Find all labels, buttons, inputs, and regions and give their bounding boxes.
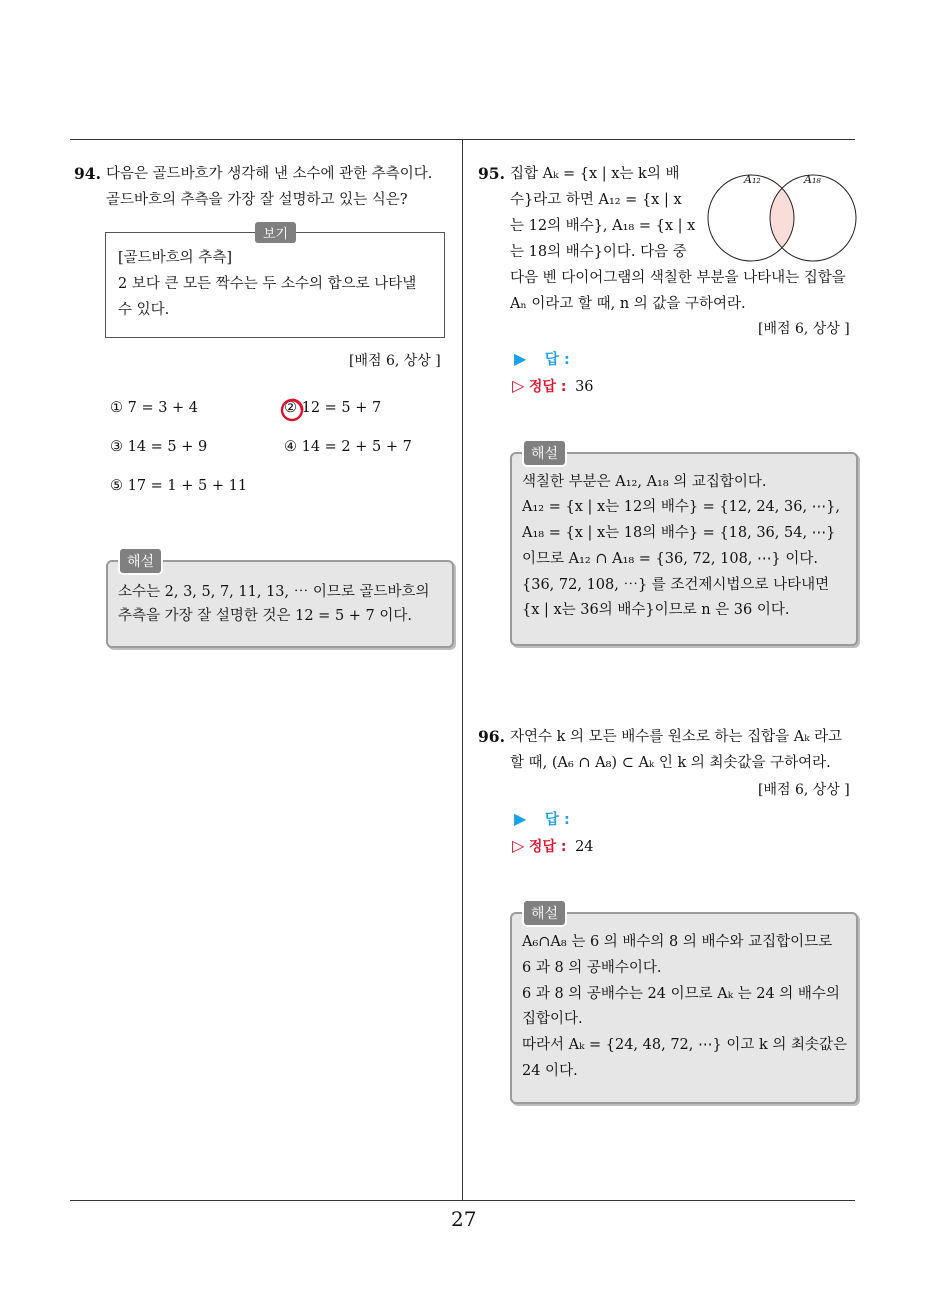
score-label: [배점 6, 상상 ] (758, 321, 850, 337)
question-number: 94. (74, 164, 101, 183)
correct-answer-value: 24 (575, 839, 594, 855)
play-outline-icon: ▷ (512, 376, 525, 395)
correct-answer-row (512, 376, 594, 396)
correct-answer-row (512, 836, 594, 856)
solution-line: 소수는 2, 3, 5, 7, 11, 13, ⋯ 이므로 골드바흐의 (118, 584, 430, 600)
choice-4[interactable]: ④ 14 = 2 + 5 + 7 (284, 439, 412, 455)
question-text-line: 골드바흐의 추측을 가장 잘 설명하고 있는 식은? (106, 192, 408, 208)
solution-line: 6 과 8 의 공배수이다. (522, 960, 662, 976)
solution-line: 색칠한 부분은 A₁₂, A₁₈ 의 교집합이다. (522, 474, 767, 490)
question-text-line: 수}라고 하면 A₁₂ = {x | x (510, 192, 682, 208)
selected-answer-mark-icon (278, 396, 306, 424)
answer-label: 답 : (544, 352, 570, 368)
answer-row (514, 808, 570, 829)
solution-line: 이므로 A₁₂ ∩ A₁₈ = {36, 72, 108, ⋯} 이다. (522, 551, 818, 567)
example-box-tag: 보기 (255, 222, 296, 243)
question-text-line: 다음 벤 다이어그램의 색칠한 부분을 나타내는 집합을 (510, 270, 846, 286)
choice-5[interactable]: ⑤ 17 = 1 + 5 + 11 (110, 478, 248, 494)
correct-answer-label: 정답 : (528, 839, 567, 855)
solution-tag: 해설 (118, 547, 163, 575)
solution-line: {x | x는 36의 배수}이므로 n 은 36 이다. (522, 602, 790, 618)
score-label: [배점 6, 상상 ] (349, 353, 441, 369)
solution-line: A₁₂ = {x | x는 12의 배수} = {12, 24, 36, ⋯}, (522, 499, 841, 515)
solution-tag: 해설 (522, 439, 567, 467)
play-outline-icon: ▷ (512, 836, 525, 855)
answer-label: 답 : (544, 812, 570, 828)
column-divider (462, 139, 463, 1201)
solution-line: {36, 72, 108, ⋯} 를 조건제시법으로 나타내면 (522, 577, 830, 593)
solution-line: 추측을 가장 잘 설명한 것은 12 = 5 + 7 이다. (118, 608, 412, 624)
question-text-line: 다음은 골드바흐가 생각해 낸 소수에 관한 추측이다. (106, 166, 433, 182)
choice-2[interactable]: ② 12 = 5 + 7 (284, 400, 382, 416)
score-label: [배점 6, 상상 ] (758, 782, 850, 798)
solution-tag: 해설 (522, 899, 567, 927)
question-number: 96. (478, 727, 505, 746)
question-number: 95. (478, 164, 505, 183)
venn-label-left: A₁₂ (744, 173, 761, 186)
play-icon: ▶ (514, 809, 527, 828)
bottom-rule (70, 1200, 855, 1201)
solution-line: A₁₈ = {x | x는 18의 배수} = {18, 36, 54, ⋯} (522, 525, 836, 541)
question-text-line: 집합 Aₖ = {x | x는 k의 배 (510, 166, 680, 182)
solution-line: 따라서 Aₖ = {24, 48, 72, ⋯} 이고 k 의 최솟값은 (522, 1037, 847, 1053)
solution-line: 6 과 8 의 공배수는 24 이므로 Aₖ 는 24 의 배수의 (522, 986, 840, 1002)
example-box-line: 수 있다. (118, 302, 170, 318)
venn-label-right: A₁₈ (804, 173, 821, 186)
example-box-line: 2 보다 큰 모든 짝수는 두 소수의 합으로 나타낼 (118, 276, 417, 292)
question-text-line: 할 때, (A₆ ∩ A₈) ⊂ Aₖ 인 k 의 최솟값을 구하여라. (510, 755, 831, 771)
solution-line: 24 이다. (522, 1063, 578, 1079)
solution-line: A₆∩A₈ 는 6 의 배수의 8 의 배수와 교집합이므로 (522, 934, 833, 950)
correct-answer-value: 36 (575, 379, 594, 395)
answer-row (514, 348, 570, 369)
question-text-line: 는 18의 배수}이다. 다음 중 (510, 244, 687, 260)
question-text-line: Aₙ 이라고 할 때, n 의 값을 구하여라. (510, 296, 746, 312)
example-box-line: [골드바흐의 추측] (118, 250, 232, 266)
question-text-line: 는 12의 배수}, A₁₈ = {x | x (510, 218, 696, 234)
choice-3[interactable]: ③ 14 = 5 + 9 (110, 439, 208, 455)
correct-answer-label: 정답 : (528, 379, 567, 395)
venn-diagram (706, 166, 860, 266)
solution-line: 집합이다. (522, 1011, 583, 1027)
page-number: 27 (451, 1207, 477, 1231)
question-text-line: 자연수 k 의 모든 배수를 원소로 하는 집합을 Aₖ 라고 (510, 729, 843, 745)
choice-1[interactable]: ① 7 = 3 + 4 (110, 400, 199, 416)
play-icon: ▶ (514, 349, 527, 368)
